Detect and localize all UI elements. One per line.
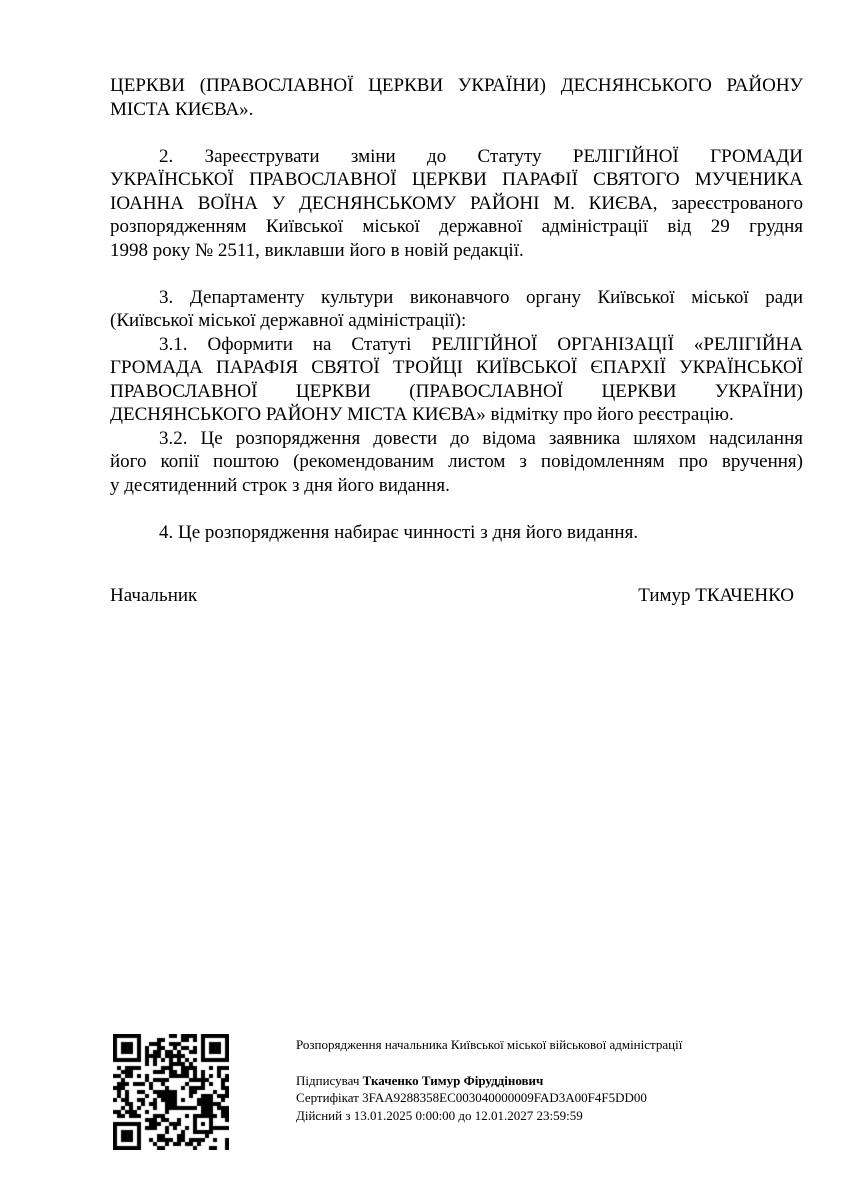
signer-full-name: Ткаченко Тимур Фіруддінович: [362, 1072, 544, 1088]
paragraph: [110, 521, 803, 545]
text-line: у десятиденний строк з дня його видання.: [110, 474, 450, 496]
paragraph: [110, 74, 803, 121]
certificate-number: 3FAA9288358EC003040000009FAD3A00F4F5DD00: [362, 1090, 647, 1105]
text-line: 3. Департаменту культури виконавчого органу Київської міської ради: [159, 286, 803, 308]
paragraph: [110, 286, 803, 333]
qr-code: [113, 1034, 229, 1150]
document-body-text: [110, 74, 803, 544]
text-line: ЦЕРКВИ (ПРАВОСЛАВНОЇ ЦЕРКВИ УКРАЇНИ) ДЕСНЯНСЬКОГО РАЙОНУ: [110, 75, 803, 96]
signer-position-title: Начальник: [110, 585, 198, 606]
signer-display-name: Тимур ТКАЧЕНКО: [638, 585, 794, 606]
stamp-signer-line: [296, 1072, 776, 1090]
text-line: 2. Зареєструвати зміни до Статуту РЕЛІГІЙНОЇ ГРОМАДИ: [159, 145, 803, 167]
text-line: ПРАВОСЛАВНОЇ ЦЕРКВИ (ПРАВОСЛАВНОЇ ЦЕРКВИ УКРАЇНИ): [110, 380, 803, 402]
paragraph: [110, 427, 803, 498]
text-line: (Київської міської державної адміністрації):: [110, 310, 467, 331]
signer-label: Підписувач: [296, 1072, 360, 1088]
stamp-validity-line: Дійсний з 13.01.2025 0:00:00 до 12.01.2027 23:59:59: [296, 1107, 583, 1123]
signature-row: [110, 584, 794, 608]
paragraph: [110, 145, 803, 263]
text-line: 3.2. Це розпорядження довести до відома заявника шляхом надсилання: [159, 427, 803, 449]
text-line: 4. Це розпорядження набирає чинності з дня його видання.: [159, 521, 639, 543]
stamp-document-summary: Розпорядження начальника Київської міської військової адміністрації: [296, 1037, 683, 1052]
text-line: УКРАЇНСЬКОЇ ПРАВОСЛАВНОЇ ЦЕРКВИ ПАРАФІЇ СВЯТОГО МУЧЕНИКА: [110, 169, 803, 190]
stamp-signer-block: [296, 1072, 776, 1125]
text-line: розпорядженням Київської міської державної адміністрації від 29 грудня: [110, 216, 803, 237]
text-line: ІОАННА ВОЇНА У ДЕСНЯНСЬКОМУ РАЙОНІ М. КИЄВА, зареєстрованого: [110, 192, 803, 214]
text-line: ДЕСНЯНСЬКОГО РАЙОНУ МІСТА КИЄВА» відмітку про його реєстрацію.: [110, 404, 734, 425]
text-line: ГРОМАДА ПАРАФІЯ СВЯТОЇ ТРОЙЦІ КИЇВСЬКОЇ ЄПАРХІЇ УКРАЇНСЬКОЇ: [110, 357, 803, 378]
paragraph: [110, 333, 803, 427]
text-line: 3.1. Оформити на Статуті РЕЛІГІЙНОЇ ОРГАНІЗАЦІЇ «РЕЛІГІЙНА: [159, 333, 803, 355]
text-line: 1998 року № 2511, виклавши його в новій редакції.: [110, 239, 524, 261]
text-line: МІСТА КИЄВА».: [110, 98, 254, 120]
electronic-stamp-block: [0, 1030, 843, 1180]
text-line: його копії поштою (рекомендованим листом з повідомленням про вручення): [110, 451, 803, 472]
stamp-certificate-line: [296, 1089, 776, 1107]
certificate-label: Сертифікат: [296, 1090, 359, 1105]
stamp-text-column: [296, 1030, 776, 1124]
